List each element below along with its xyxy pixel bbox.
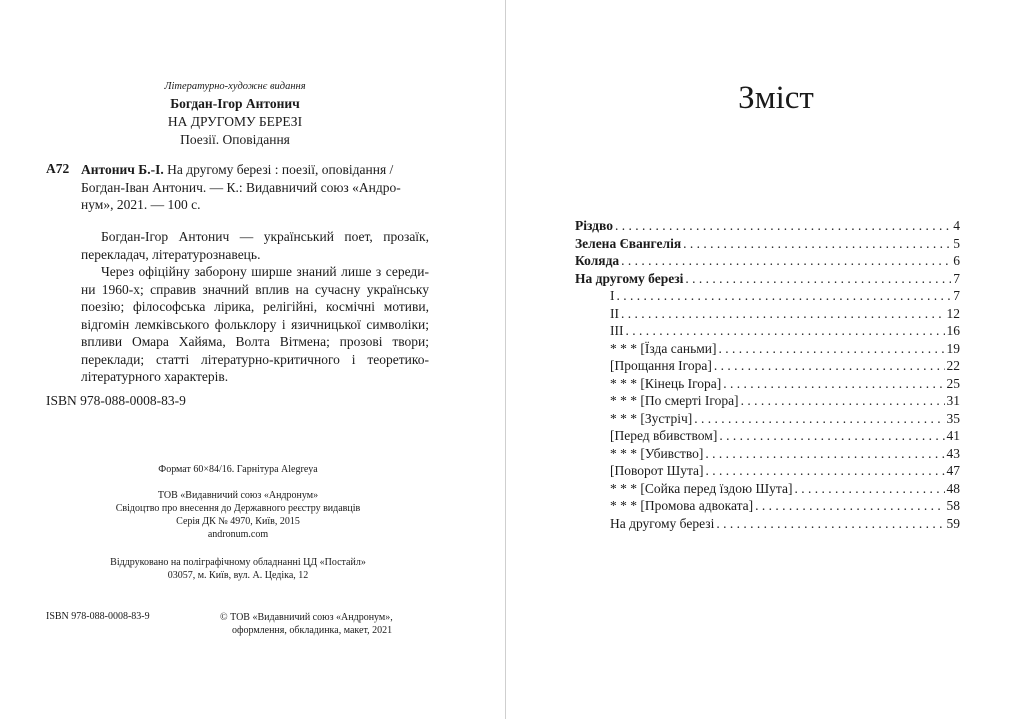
toc-leader-dots [723,376,944,392]
toc-leader-dots [685,271,951,287]
publisher-line: ТОВ «Видавничий союз «Андронум» [157,490,319,501]
toc-entry[interactable] [575,288,960,306]
toc-entry[interactable] [575,393,960,411]
toc-entry-title: Коляда [575,253,620,268]
toc-entry-title: Різдво [575,218,613,233]
toc-entry[interactable] [575,218,960,236]
toc-entry[interactable] [575,516,960,534]
annotation-paragraph: Через офіційну заборону ширше знаний лише з середи-ни 1960-х; справив значний вплив на сучасну українську поезію; філософська лірика, релігійні, космічні мотиви, відгомін лемківського фольклору і язичницької символіки; впливи Омара Хайяма, Волта Вітмена; прозові твори; переклади; статті літературно-критичного і теоретико-літературного характерів. [81,264,429,384]
copyright [220,611,430,637]
toc-leader-dots [741,393,945,409]
isbn-footer: ISBN 978-088-0008-83-9 [46,611,150,622]
annotation-paragraph: Богдан-Ігор Антонич — український поет, прозаїк, перекладач, літературознавець. [81,229,429,262]
toc-leader-dots [705,446,944,462]
toc-entry-page: 5 [953,235,960,251]
toc-leader-dots [683,236,951,252]
toc-heading: Зміст [738,80,814,116]
toc-leader-dots [617,288,952,304]
catalog-code: А72 [46,161,70,176]
publisher-line: Серія ДК № 4970, Київ, 2015 [176,516,300,527]
toc-entry-title: * * * [Кінець Ігора] [610,375,722,391]
toc-entry[interactable] [575,271,960,289]
book-author: Богдан-Ігор Антонич [170,96,300,111]
toc-entry[interactable] [575,323,960,341]
toc-entry-page: 12 [946,305,960,321]
toc-entry-title: * * * [По смерті Ігора] [610,393,739,408]
toc-entry-title: * * * [Убивство] [610,445,704,461]
toc-entry-page: 22 [946,358,960,373]
toc-entry[interactable] [575,376,960,394]
toc-entry-title: [Поворот Шута] [610,463,704,478]
toc-entry[interactable] [575,428,960,446]
toc-entry-page: 58 [946,498,960,513]
toc-leader-dots [706,463,945,479]
isbn: ISBN 978-088-0008-83-9 [46,393,186,408]
toc-entry-title: На другому березі [610,515,715,531]
biblio-author: Антонич Б.-І. [81,162,164,177]
toc-entry[interactable] [575,463,960,481]
publisher-line: Свідоцтво про внесення до Державного реєстру видавців [115,503,361,514]
toc-entry-page: 7 [953,288,960,303]
toc-entry-page: 7 [953,270,960,286]
toc-entry-page: 25 [946,375,960,391]
toc-leader-dots [694,411,944,427]
toc-entry-page: 48 [946,480,960,496]
toc-entry-page: 43 [946,445,960,461]
bibliographic-record [81,161,413,214]
toc-entry[interactable] [575,306,960,324]
format-line: Формат 60×84/16. Гарнітура Alegreya [158,464,318,475]
toc-entry-title: [Перед вбивством] [610,428,718,443]
copyright-line: оформлення, обкладинка, макет, 2021 [232,625,393,636]
printer-line: 03057, м. Київ, вул. А. Цедіка, 12 [167,570,309,581]
toc-entry-title: * * * [Промова адвоката] [610,498,754,513]
publisher-block [46,489,430,541]
toc-entry-page: 19 [946,340,960,356]
printer-block [46,556,430,582]
left-page [0,0,505,719]
toc-leader-dots [794,481,944,497]
table-of-contents [575,218,960,533]
toc-leader-dots [621,306,945,322]
toc-entry[interactable] [575,236,960,254]
toc-entry-title: На другому березі [575,270,684,286]
toc-leader-dots [716,516,944,532]
annotation [81,228,429,386]
book-subtitle: Поезії. Оповідання [180,132,290,147]
toc-leader-dots [719,428,944,444]
toc-entry-page: 59 [946,515,960,531]
publisher-line: andronum.com [207,529,269,540]
biblio-details: На другому березі : поезії, оповідання / Богдан-Іван Антонич. — К.: Видавничий союз «Андро-нум», 2021. — 100 с. [81,162,401,212]
toc-entry-title: Зелена Євангелія [575,235,682,251]
toc-entry-page: 16 [946,323,960,338]
genre-label: Літературно-художнє видання [164,81,306,92]
toc-leader-dots [621,253,951,269]
toc-entry[interactable] [575,446,960,464]
toc-entry-title: II [610,305,619,321]
toc-entry[interactable] [575,498,960,516]
toc-entry-title: * * * [Зустріч] [610,410,693,426]
toc-entry-title: III [610,323,624,338]
toc-entry-page: 47 [946,463,960,478]
toc-entry-page: 4 [953,218,960,233]
toc-entry-page: 41 [946,428,960,443]
toc-entry[interactable] [575,411,960,429]
toc-entry[interactable] [575,341,960,359]
toc-entry[interactable] [575,253,960,271]
printer-line: Віддруковано на поліграфічному обладнанні ЦД «Постайл» [110,557,366,568]
toc-entry-page: 31 [946,393,960,408]
right-page [506,0,1015,719]
toc-leader-dots [615,218,951,234]
toc-entry[interactable] [575,481,960,499]
toc-entry[interactable] [575,358,960,376]
toc-entry-title: I [610,288,615,303]
book-title: НА ДРУГОМУ БЕРЕЗІ [167,114,303,129]
toc-entry-title: [Прощання Ігора] [610,358,712,373]
toc-leader-dots [755,498,944,514]
toc-leader-dots [626,323,945,339]
toc-leader-dots [714,358,945,374]
toc-leader-dots [718,341,944,357]
copyright-line: © ТОВ «Видавничий союз «Андронум», [220,612,393,623]
toc-entry-title: * * * [Їзда саньми] [610,340,717,356]
toc-entry-page: 35 [946,410,960,426]
toc-entry-page: 6 [953,253,960,268]
toc-entry-title: * * * [Сойка перед їздою Шута] [610,480,793,496]
